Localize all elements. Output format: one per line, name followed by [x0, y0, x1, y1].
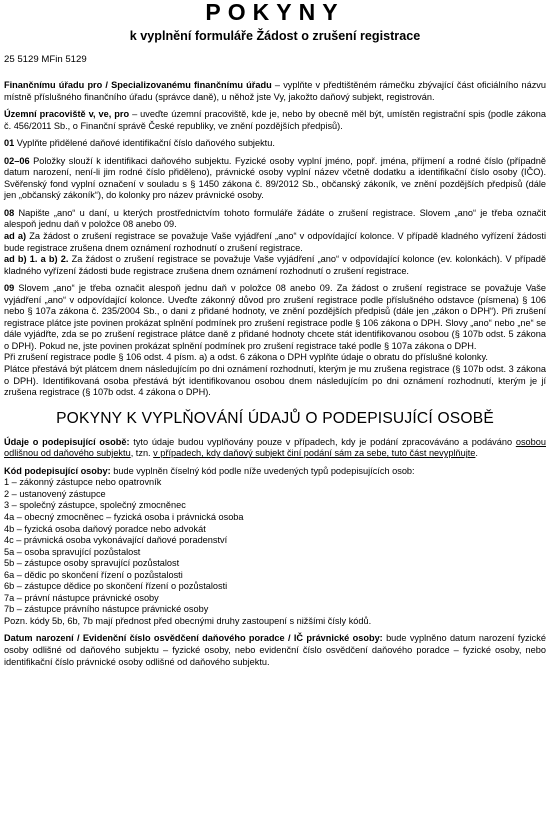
- list-item: 5a – osoba spravující pozůstalost: [4, 546, 141, 557]
- term-financni-urad: Finančnímu úřadu pro / Specializovanému finančnímu úřadu: [4, 80, 272, 90]
- list-item: 1 – zákonný zástupce nebo opatrovník: [4, 477, 162, 488]
- list-item: 3 – společný zástupce, společný zmocněnec: [4, 500, 186, 511]
- list-item: 6a – dědic po skončení řízení o pozůstalosti: [4, 569, 183, 580]
- list-item: 4a – obecný zmocněnec – fyzická osoba i právnická osoba: [4, 511, 244, 522]
- text-02-06: Položky slouží k identifikaci daňového subjektu. Fyzické osoby vyplní jméno, popř. jména, příjmení a rodné číslo (případně datum narození, není-li jim rodné číslo přiděleno), právnické osoby vyplní název včetně dodatku a identifikační číslo osoby (IČO). Svěřenský fond vyplní označení v souladu s § 1450 zákona č. 89/2012 Sb., občanský zákoník, ve znění pozdějších předpisů (dále jen „občanský zákoník“), do kolonky pro název právnické osoby.: [4, 155, 546, 201]
- codes-note: Pozn. kódy 5b, 6b, 7b mají přednost před obecnými druhy zastoupení s nižšími čísly kódů.: [4, 615, 372, 626]
- paragraph-udaje-podepisujici: [4, 437, 546, 460]
- form-number: 25 5129 MFin 5129: [4, 54, 87, 65]
- term-uzemni-pracoviste: Územní pracoviště v, ve, pro: [4, 109, 130, 120]
- list-item: 2 – ustanovený zástupce: [4, 488, 106, 499]
- term-udaje-podepisujici: Údaje o podepisující osobě:: [4, 436, 130, 447]
- text-uzemni-pracoviste: – uveďte územní pracoviště, kde je, nebo by obecně měl být, umístěn registrační spis (podle zákona č. 456/2011 Sb., o Finanční správě České republiky, ve znění pozdějších předpisů).: [4, 109, 546, 131]
- text-udaje-underline-1: osobou odlišnou od daňového subjektu: [4, 436, 546, 459]
- list-item: 4b – fyzická osoba daňový poradce nebo advokát: [4, 523, 206, 534]
- list-item: 4c – právnická osoba vykonávající daňové poradenství: [4, 535, 228, 546]
- paragraph-08-b: [4, 254, 546, 277]
- paragraph-02-06: [4, 156, 546, 202]
- list-item: 5b – zástupce osoby spravující pozůstalost: [4, 558, 180, 569]
- paragraph-08: [4, 208, 546, 231]
- paragraph-09: [4, 283, 546, 352]
- term-02-06: 02–06: [4, 155, 30, 166]
- text-kod-podepisujici: bude vyplněn číselný kód podle níže uvedených typů podepisujících osob:: [110, 465, 415, 476]
- text-udaje-underline-2: v případech, kdy daňový subjekt činí podání sám za sebe, tuto část nevyplňujte: [153, 448, 476, 459]
- text-datum-narozeni: bude vyplněno datum narození fyzické osoby odlišné od daňového subjektu – fyzické osoby, nebo evidenční číslo osvědčení daňového poradce – fyzické osoby, nebo identifikační číslo právnické osoby odlišné od daňového subjektu.: [4, 633, 546, 667]
- page-title: POKYNY: [205, 0, 345, 25]
- term-08-a: ad a): [4, 231, 27, 242]
- paragraph-01: [4, 138, 546, 150]
- term-datum-narozeni: Datum narození / Evidenční číslo osvědčení daňového poradce / IČ právnické osoby:: [4, 633, 383, 644]
- list-item: 6b – zástupce dědice po skončení řízení o pozůstalosti: [4, 581, 228, 592]
- paragraph-09-platce: Plátce přestává být plátcem dnem následujícím po dni oznámení rozhodnutí, kterým je mu zrušena registrace (§ 107b odst. 3 zákona o DPH). Identifikovaná osoba přestává být identifikovanou osobou dnem následujícím po dni oznámení rozhodnutí, kterým je jí zrušena registrace (§ 107b odst. 4 zákona o DPH).: [4, 364, 546, 398]
- text-udaje-2: , tzn.: [130, 448, 154, 459]
- term-01: 01: [4, 138, 15, 149]
- paragraph-09-obrat: Při zrušení registrace podle § 106 odst. 4 písm. a) a odst. 6 zákona o DPH vyplňte údaje o obratu do příslušné kolonky.: [4, 352, 488, 363]
- paragraph-kod-podepisujici: [4, 466, 546, 478]
- signer-codes-list: [4, 477, 546, 627]
- text-08-b: Za žádost o zrušení registrace se považuje Vaše vyjádření „ano“ v odpovídající kolonce (ev. kolonkách). V případě kladného vyřízení žádosti bude registrace zrušena dnem oznámení rozhodnutí o zrušení registrace.: [4, 254, 547, 276]
- paragraph-financni-urad: [4, 80, 546, 103]
- text-08-a: Za žádost o zrušení registrace se považuje Vaše vyjádření „ano“ v odpovídající kolonce. V případě kladného vyřízení žádosti bude registrace zrušena dnem oznámení rozhodnutí o zrušení registrace.: [4, 231, 546, 253]
- term-09: 09: [4, 283, 15, 294]
- term-08: 08: [4, 207, 15, 218]
- paragraph-08-a: [4, 231, 546, 254]
- section-title-podepisujici-osoba: POKYNY K VYPLŇOVÁNÍ ÚDAJŮ O PODEPISUJÍCÍ OSOBĚ: [56, 409, 494, 427]
- text-08: Napište „ano“ u daní, u kterých prostřednictvím tohoto formuláře žádáte o zrušení registrace. Slovem „ano“ je třeba označit alespoň jednu daň v položce 08 anebo 09.: [4, 207, 546, 230]
- list-item: 7b – zástupce právního nástupce právnické osoby: [4, 604, 209, 615]
- text-01: Vyplňte přidělené daňové identifikační číslo daňového subjektu.: [14, 138, 275, 149]
- text-udaje-1: tyto údaje budou vyplňovány pouze v případech, kdy je podání zpracováváno a podáváno: [129, 436, 516, 447]
- paragraph-uzemni-pracoviste: [4, 109, 546, 132]
- text-udaje-3: .: [475, 448, 478, 459]
- text-09: Slovem „ano“ je třeba označit alespoň jednu daň v položce 08 anebo 09. Za žádost o zrušení registrace se považuje Vaše vyjádření „ano“ v odpovídající kolonce. Uveďte zákonný důvod pro zrušení registrace podle příslušného odstavce (písmena) § 106 nebo § 107a zákona č. 235/2004 Sb., o dani z přidané hodnoty, ve znění pozdějších předpisů (dále jen „zákon o DPH“). Při zrušení registrace plátce jste povinen prokázat splnění podmínek pro zrušení registrace podle § 106 zákona o DPH. Slovy „ano“ nebo „ne“ se dále vyjádřte, zda se po zrušení registrace plátce daně z přidané hodnoty chcete stát identifikovanou osobou (§ 107b odst. 5 zákona o DPH). Pokud ne, jste povinen prokázat splnění podmínek pro zrušení registrace také podle § 107a zákona o DPH.: [4, 283, 546, 351]
- paragraph-datum-narozeni: [4, 633, 546, 668]
- text-financni-urad: – vyplňte v předtištěném rámečku zbývající část oficiálního názvu místně příslušného finančního úřadu (správce daně), u něhož jste Vy, jakožto daňový subjekt, registrován.: [4, 80, 547, 102]
- term-08-b: ad b) 1. a b) 2.: [4, 254, 69, 265]
- list-item: 7a – právní nástupce právnické osoby: [4, 592, 159, 603]
- page-subtitle: k vyplnění formuláře Žádost o zrušení registrace: [129, 29, 421, 43]
- term-kod-podepisujici: Kód podepisující osoby:: [4, 465, 111, 476]
